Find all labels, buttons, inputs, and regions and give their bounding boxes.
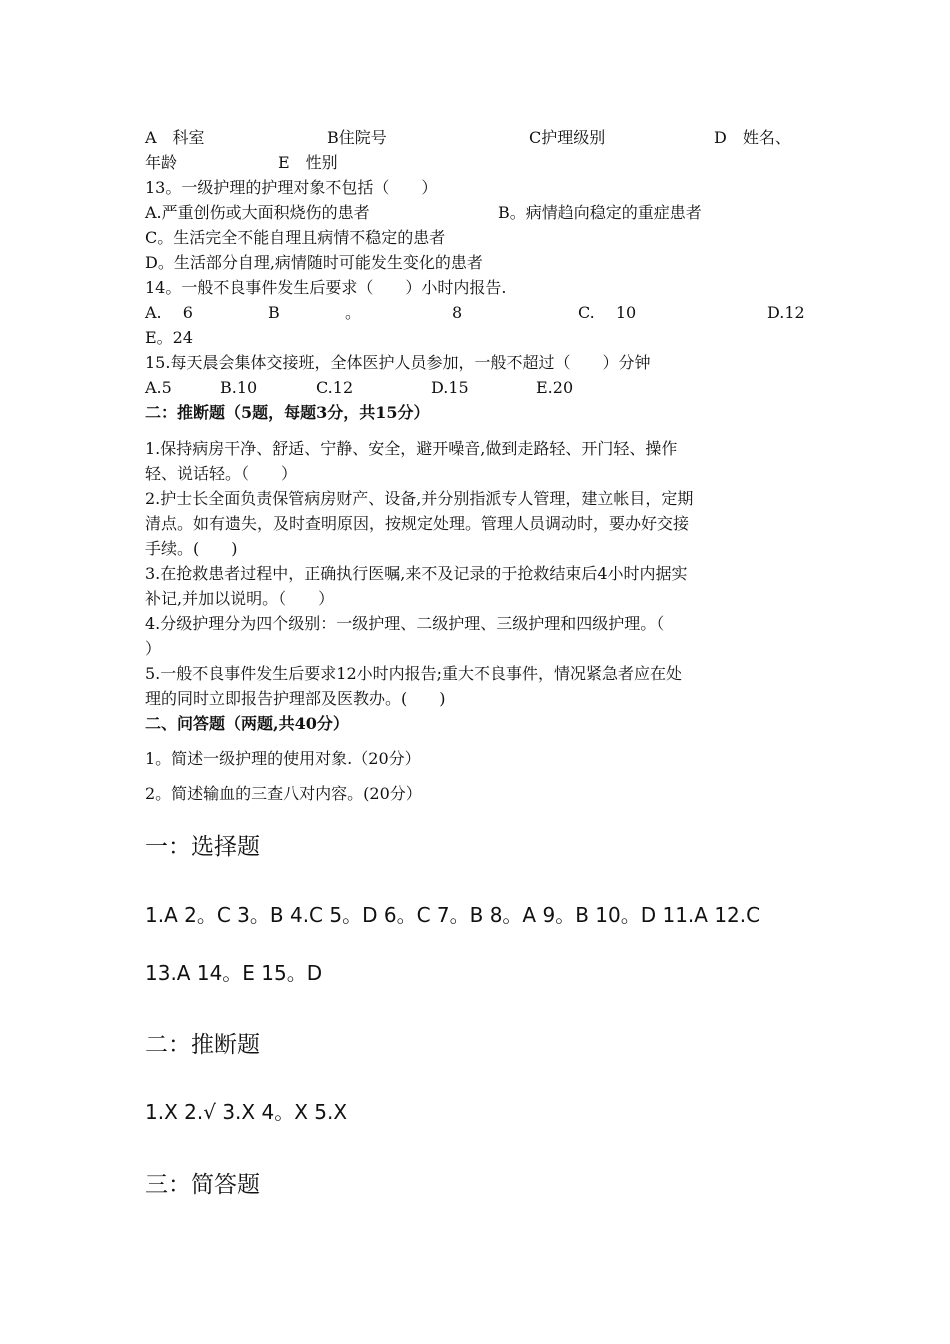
judge-line-5: 手续。( ) [145, 539, 238, 558]
qa-item-2: 2。简述输血的三查八对内容。(20分） [145, 784, 422, 803]
q12-option-d-cont: 年龄 [145, 153, 178, 172]
q15-option-a: A.5 [145, 378, 172, 397]
q15-stem: 15.每天晨会集体交接班，全体医护人员参加，一般不超过（ ）分钟 [145, 353, 651, 372]
judge-line-6: 3.在抢救患者过程中，正确执行医嘱,来不及记录的于抢救结束后4小时内据实 [145, 564, 688, 583]
q15-option-e: E.20 [536, 378, 574, 397]
q15-option-b: B.10 [220, 378, 258, 397]
section-qa-title: 二、问答题（两题,共40分） [145, 714, 349, 733]
q12-option-a: A 科室 [145, 128, 205, 147]
q12-option-c: C护理级别 [529, 128, 606, 147]
q14-option-c: C. 10 [578, 303, 637, 322]
answer-short-title: 三：简答题 [145, 1172, 260, 1198]
section-judge-title: 二：推断题（5题，每题3分，共15分） [145, 403, 430, 422]
q13-option-b: B。病情趋向稳定的重症患者 [498, 203, 702, 222]
q12-option-d: D 姓名、 [714, 128, 791, 147]
judge-line-4: 清点。如有遗失，及时查明原因，按规定处理。管理人员调动时，要办好交接 [145, 514, 690, 533]
q14-option-b-dot: 。 [345, 303, 362, 322]
q13-stem: 13。一级护理的护理对象不包括（ ） [145, 178, 438, 197]
q14-option-b-value: 8 [452, 303, 463, 322]
q13-option-c: C。生活完全不能自理且病情不稳定的患者 [145, 228, 446, 247]
qa-item-1: 1。简述一级护理的使用对象.（20分） [145, 749, 421, 768]
q14-stem: 14。一般不良事件发生后要求（ ）小时内报告. [145, 278, 507, 297]
judge-line-9: ） [145, 639, 162, 658]
answer-choice-title: 一：选择题 [145, 834, 260, 860]
judge-line-2: 轻、说话轻。（ ） [145, 464, 298, 483]
judge-line-10: 5.一般不良事件发生后要求12小时内报告;重大不良事件，情况紧急者应在处 [145, 664, 683, 683]
q15-option-c: C.12 [316, 378, 354, 397]
q14-option-a: A. 6 [145, 303, 193, 322]
q14-option-d: D.12 [767, 303, 805, 322]
q13-option-a: A.严重创伤或大面积烧伤的患者 [145, 203, 370, 222]
q13-option-d: D。生活部分自理,病情随时可能发生变化的患者 [145, 253, 483, 272]
judge-line-8: 4.分级护理分为四个级别：一级护理、二级护理、三级护理和四级护理。（ [145, 614, 665, 633]
answer-choice-line-1: 1.A 2。C 3。B 4.C 5。D 6。C 7。B 8。A 9。B 10。D 11.A 12.C [145, 903, 761, 927]
judge-line-11: 理的同时立即报告护理部及医教办。( ) [145, 689, 446, 708]
q12-option-b: B住院号 [327, 128, 387, 147]
answer-judge-line: 1.X 2.√ 3.X 4。X 5.X [145, 1100, 348, 1124]
judge-line-3: 2.护士长全面负责保管病房财产、设备,并分别指派专人管理，建立帐目，定期 [145, 489, 694, 508]
q12-option-e: E 性别 [278, 153, 338, 172]
q14-option-e: E。24 [145, 328, 194, 347]
answer-judge-title: 二：推断题 [145, 1032, 260, 1058]
answer-choice-line-2: 13.A 14。E 15。D [145, 961, 323, 985]
q15-option-d: D.15 [431, 378, 469, 397]
q14-option-b: B [268, 303, 280, 322]
judge-line-7: 补记,并加以说明。（ ） [145, 589, 335, 608]
judge-line-1: 1.保持病房干净、舒适、宁静、安全，避开噪音,做到走路轻、开门轻、操作 [145, 439, 678, 458]
